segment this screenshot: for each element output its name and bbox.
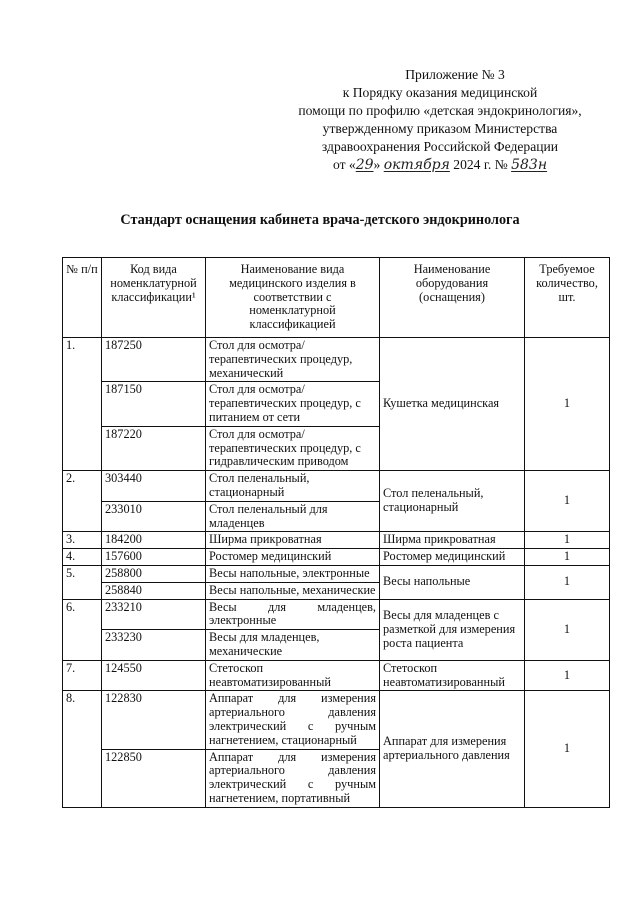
table-row xyxy=(63,338,610,382)
code-cell: 303440 xyxy=(102,471,206,502)
name-cell: Аппарат для измерения артериального давления электрический с ручным нагнетением, портативный xyxy=(206,749,380,807)
row-num: 8. xyxy=(63,691,102,807)
code-cell: 122850 xyxy=(102,749,206,807)
name-cell: Стол для осмотра/терапевтических процедур, механический xyxy=(206,338,380,382)
code-cell: 258800 xyxy=(102,565,206,582)
equipment-cell: Ширма прикроватная xyxy=(380,532,525,549)
code-cell: 233210 xyxy=(102,599,206,630)
row-num: 5. xyxy=(63,565,102,599)
row-num: 6. xyxy=(63,599,102,660)
qty-cell: 1 xyxy=(525,691,610,807)
row-num: 1. xyxy=(63,338,102,471)
header-qty: Требуемое количество, шт. xyxy=(525,258,610,338)
header-equipment: Наименование оборудования (оснащения) xyxy=(380,258,525,338)
code-cell: 187150 xyxy=(102,382,206,426)
order-date-line xyxy=(270,156,610,174)
order-number: 583н xyxy=(511,157,548,173)
table-body xyxy=(63,338,610,808)
row-num: 4. xyxy=(63,549,102,566)
code-cell: 187220 xyxy=(102,426,206,470)
name-cell: Ширма прикроватная xyxy=(206,532,380,549)
header-name: Наименование вида медицинского изделия в соответствии с номенклатурной классификацией xyxy=(206,258,380,338)
name-cell: Стетоскоп неавтоматизированный xyxy=(206,660,380,691)
appendix-header xyxy=(270,66,610,174)
table-row xyxy=(63,599,610,630)
name-cell: Стол для осмотра/терапевтических процедур, с гидравлическим приводом xyxy=(206,426,380,470)
order-year: 2024 г. № xyxy=(453,157,508,172)
equipment-cell: Аппарат для измерения артериального давления xyxy=(380,691,525,807)
order-month: октября xyxy=(383,157,450,173)
code-cell: 184200 xyxy=(102,532,206,549)
header-num: № п/п xyxy=(63,258,102,338)
qty-cell: 1 xyxy=(525,532,610,549)
name-cell: Весы напольные, механические xyxy=(206,582,380,599)
equipment-cell: Весы для младенцев с разметкой для измерения роста пациента xyxy=(380,599,525,660)
name-cell: Весы для младенцев, электронные xyxy=(206,599,380,630)
code-cell: 122830 xyxy=(102,691,206,749)
table-row xyxy=(63,549,610,566)
table-row xyxy=(63,691,610,749)
qty-cell: 1 xyxy=(525,599,610,660)
row-num: 2. xyxy=(63,471,102,532)
equipment-standard-table xyxy=(62,257,610,808)
equipment-cell: Весы напольные xyxy=(380,565,525,599)
code-cell: 157600 xyxy=(102,549,206,566)
name-cell: Ростомер медицинский xyxy=(206,549,380,566)
date-prefix: от « xyxy=(332,157,356,172)
equipment-cell: Кушетка медицинская xyxy=(380,338,525,471)
code-cell: 233230 xyxy=(102,630,206,661)
name-cell: Стол для осмотра/терапевтических процедур, с питанием от сети xyxy=(206,382,380,426)
document-title: Стандарт оснащения кабинета врача-детского эндокринолога xyxy=(120,212,520,228)
appendix-line: здравоохранения Российской Федерации xyxy=(321,139,559,154)
table-row xyxy=(63,532,610,549)
name-cell: Весы для младенцев, механические xyxy=(206,630,380,661)
code-cell: 233010 xyxy=(102,501,206,532)
qty-cell: 1 xyxy=(525,549,610,566)
equipment-cell: Стетоскоп неавтоматизированный xyxy=(380,660,525,691)
date-mid: » xyxy=(373,157,381,172)
qty-cell: 1 xyxy=(525,471,610,532)
code-cell: 124550 xyxy=(102,660,206,691)
row-num: 7. xyxy=(63,660,102,691)
table-row xyxy=(63,565,610,582)
name-cell: Стол пеленальный для младенцев xyxy=(206,501,380,532)
table-header-row xyxy=(63,258,610,338)
row-num: 3. xyxy=(63,532,102,549)
name-cell: Весы напольные, электронные xyxy=(206,565,380,582)
header-code: Код вида номенклатурной классификации¹ xyxy=(102,258,206,338)
table-row xyxy=(63,660,610,691)
equipment-cell: Стол пеленальный, стационарный xyxy=(380,471,525,532)
name-cell: Аппарат для измерения артериального давления электрический с ручным нагнетением, стационарный xyxy=(206,691,380,749)
appendix-number: Приложение № 3 xyxy=(405,67,505,82)
qty-cell: 1 xyxy=(525,660,610,691)
name-cell: Стол пеленальный, стационарный xyxy=(206,471,380,502)
appendix-line: помощи по профилю «детская эндокринология», xyxy=(298,103,582,118)
code-cell: 258840 xyxy=(102,582,206,599)
qty-cell: 1 xyxy=(525,565,610,599)
appendix-line: утвержденному приказом Министерства xyxy=(322,121,558,136)
appendix-line: к Порядку оказания медицинской xyxy=(342,85,538,100)
qty-cell: 1 xyxy=(525,338,610,471)
code-cell: 187250 xyxy=(102,338,206,382)
order-day: 29 xyxy=(355,157,374,173)
table-row xyxy=(63,471,610,502)
equipment-cell: Ростомер медицинский xyxy=(380,549,525,566)
